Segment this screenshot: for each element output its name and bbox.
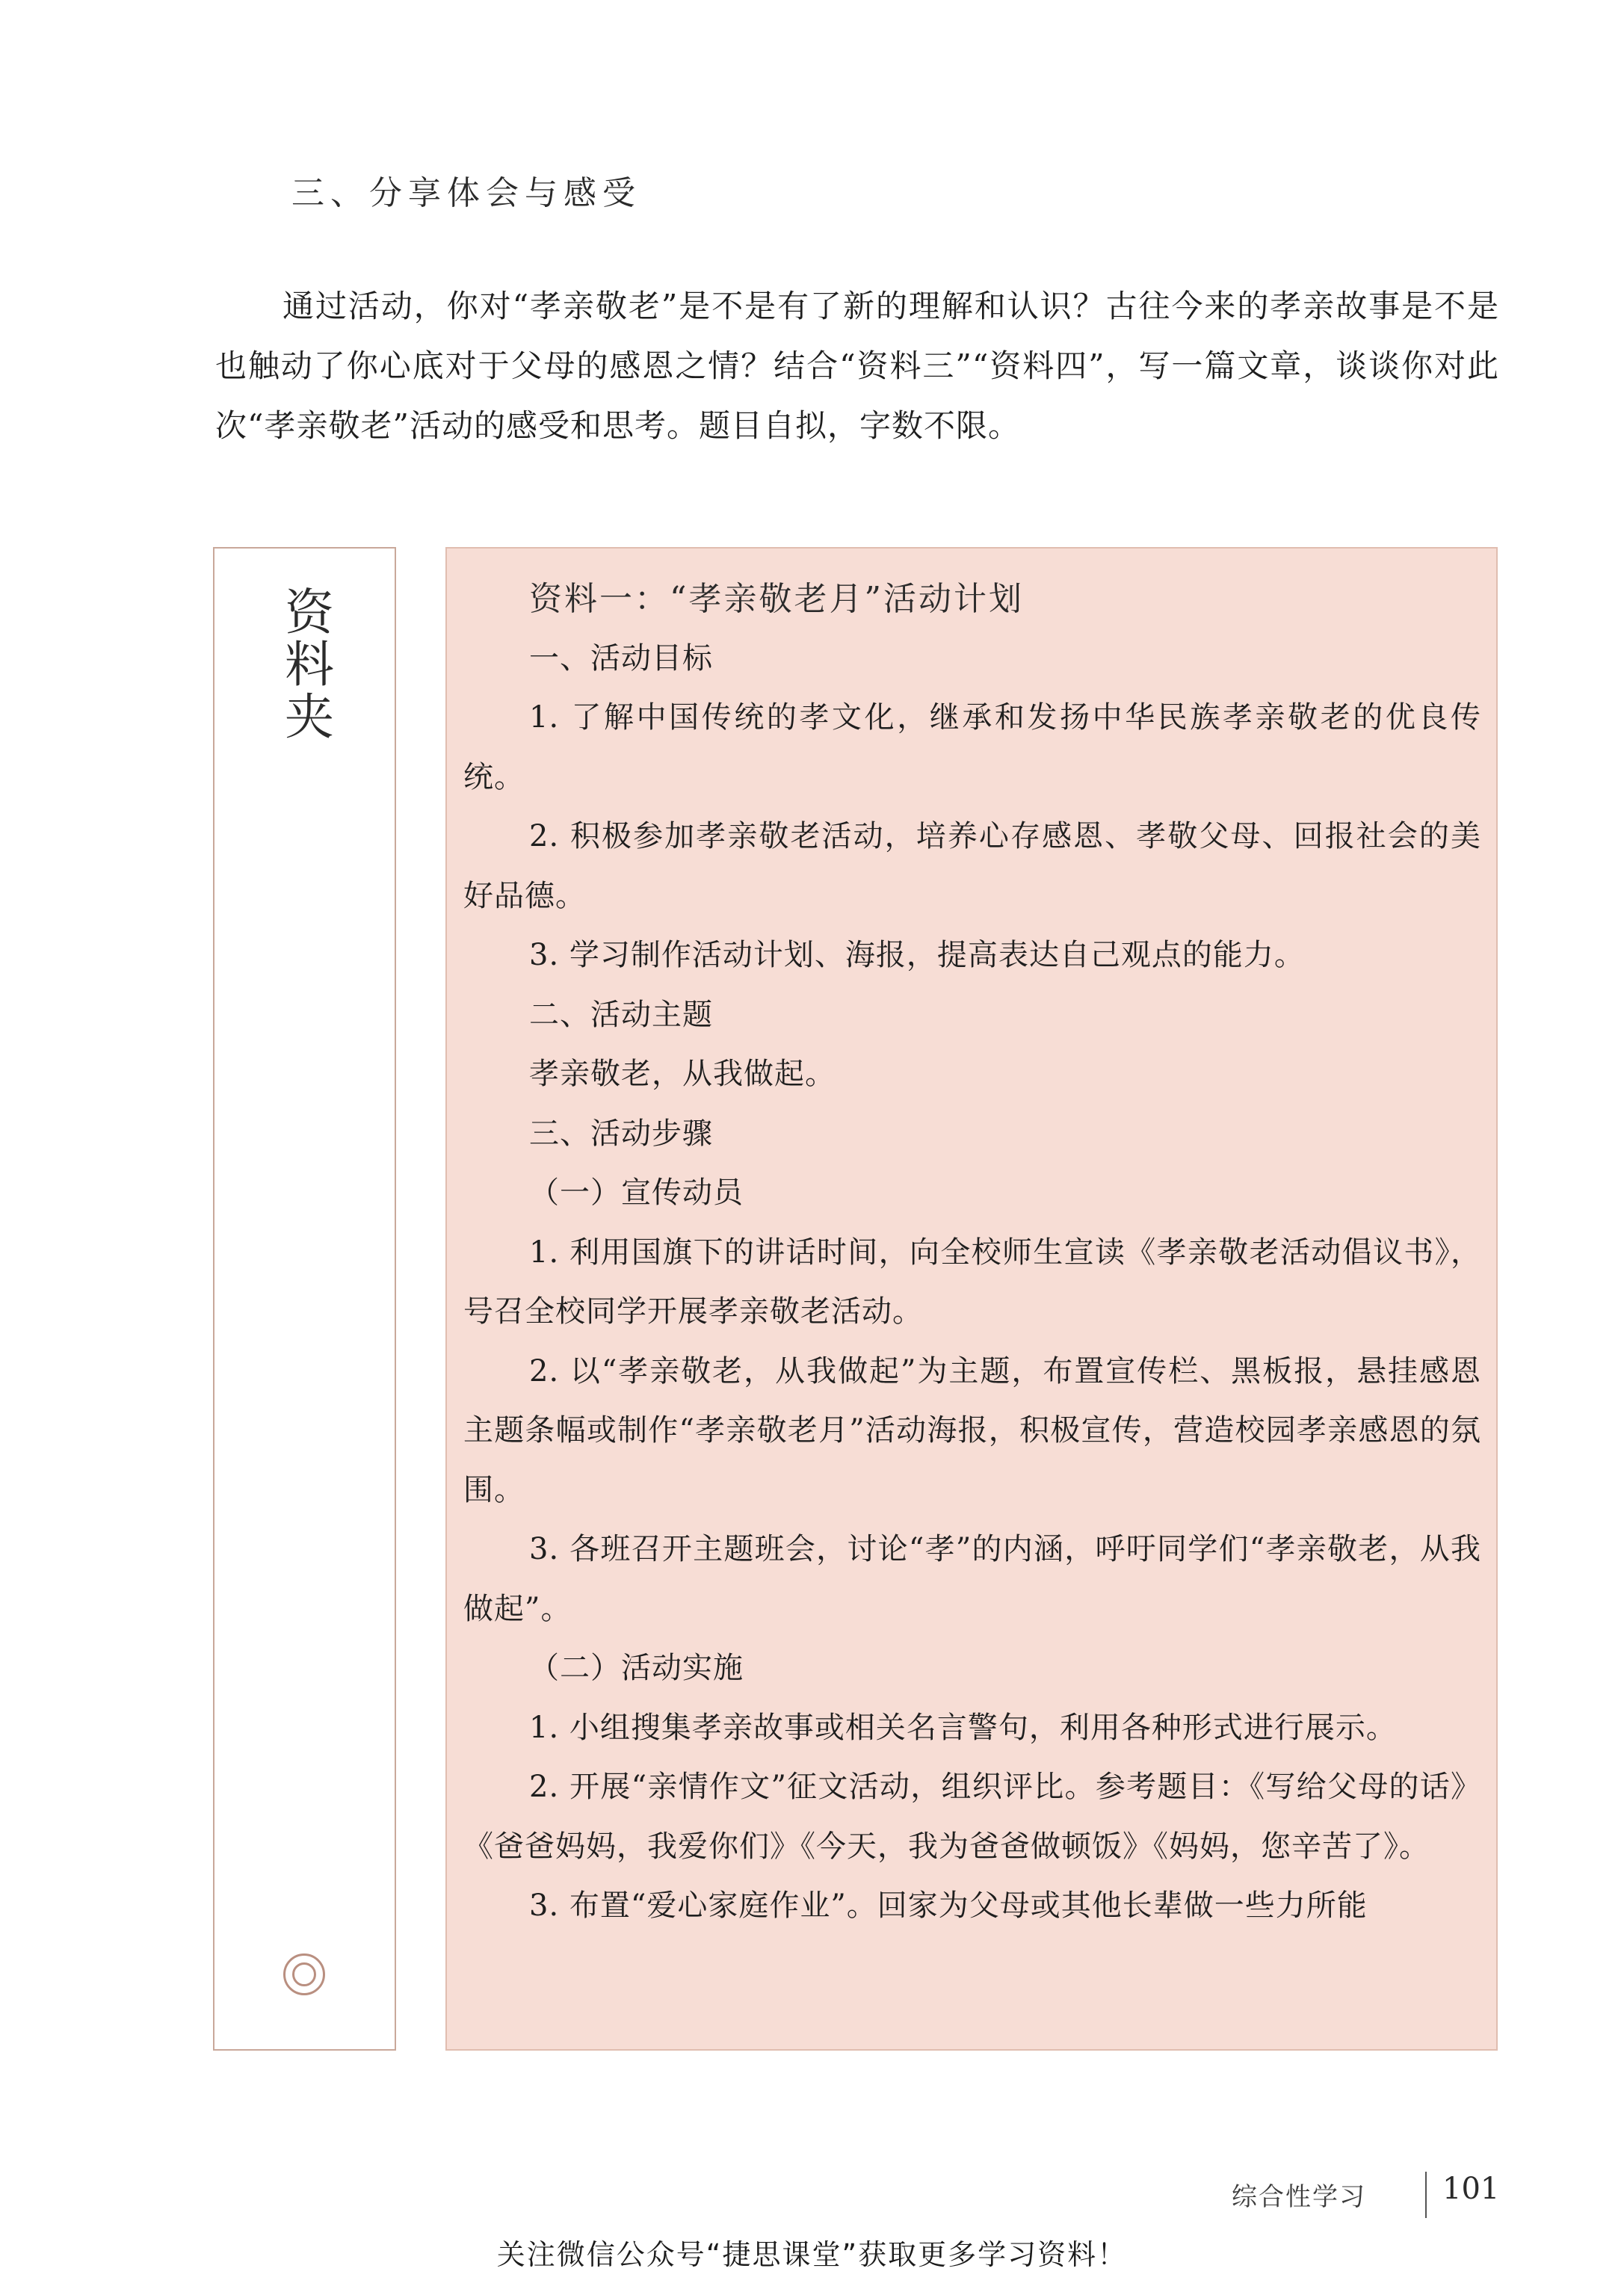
material-paragraph: 1. 利用国旗下的讲话时间，向全校师生宣读《孝亲敬老活动倡议书》，号召全校同学开展孝亲敬老活动。 bbox=[463, 1235, 1481, 1329]
material-paragraph: 1. 了解中国传统的孝文化，继承和发扬中华民族孝亲敬老的优良传统。 bbox=[463, 700, 1481, 794]
material-paragraph: 2. 开展“亲情作文”征文活动，组织评比。参考题目：《写给父母的话》《爸爸妈妈，我爱你们》《今天，我为爸爸做顿饭》《妈妈，您辛苦了》。 bbox=[463, 1770, 1481, 1864]
footer-divider bbox=[1425, 2172, 1427, 2218]
material-paragraph: 一、活动目标 bbox=[529, 640, 713, 676]
material-paragraph: 2. 积极参加孝亲敬老活动，培养心存感恩、孝敬父母、回报社会的美好品德。 bbox=[463, 819, 1481, 913]
sidebar-panel bbox=[213, 547, 396, 2051]
material-paragraph: （一）宣传动员 bbox=[529, 1176, 744, 1210]
material-paragraph: 1. 小组搜集孝亲故事或相关名言警句，利用各种形式进行展示。 bbox=[529, 1710, 1397, 1745]
ring-icon bbox=[283, 1953, 325, 1995]
material-heading: 资料一：“孝亲敬老月”活动计划 bbox=[529, 580, 1024, 618]
sidebar-title: 资料夹 bbox=[276, 586, 334, 743]
promo-text: 关注微信公众号“捷思课堂”获取更多学习资料！ bbox=[496, 2238, 1128, 2271]
material-paragraph: 3. 学习制作活动计划、海报，提高表达自己观点的能力。 bbox=[529, 938, 1305, 972]
material-content bbox=[463, 569, 1481, 1936]
material-paragraph: 孝亲敬老，从我做起。 bbox=[529, 1057, 836, 1091]
footer-section-label: 综合性学习 bbox=[1232, 2182, 1366, 2212]
material-paragraph: 2. 以“孝亲敬老，从我做起”为主题，布置宣传栏、黑板报，悬挂感恩主题条幅或制作“孝亲敬老月”活动海报，积极宣传，营造校园孝亲感恩的氛围。 bbox=[463, 1353, 1481, 1507]
material-paragraph: 3. 各班召开主题班会，讨论“孝”的内涵，呼吁同学们“孝亲敬老，从我做起”。 bbox=[463, 1532, 1481, 1626]
material-paragraph: 二、活动主题 bbox=[529, 997, 713, 1032]
section-title: 三、分享体会与感受 bbox=[291, 174, 641, 212]
intro-paragraph: 通过活动，你对“孝亲敬老”是不是有了新的理解和认识？古往今来的孝亲故事是不是也触动了你心底对于父母的感恩之情？结合“资料三”“资料四”，写一篇文章，谈谈你对此次“孝亲敬老”活动的感受和思考。题目自拟，字数不限。 bbox=[215, 288, 1499, 444]
material-paragraph: （二）活动实施 bbox=[529, 1651, 744, 1685]
page-number: 101 bbox=[1442, 2172, 1500, 2206]
material-paragraph: 三、活动步骤 bbox=[529, 1116, 713, 1151]
material-paragraph: 3. 布置“爱心家庭作业”。回家为父母或其他长辈做一些力所能 bbox=[529, 1888, 1368, 1923]
